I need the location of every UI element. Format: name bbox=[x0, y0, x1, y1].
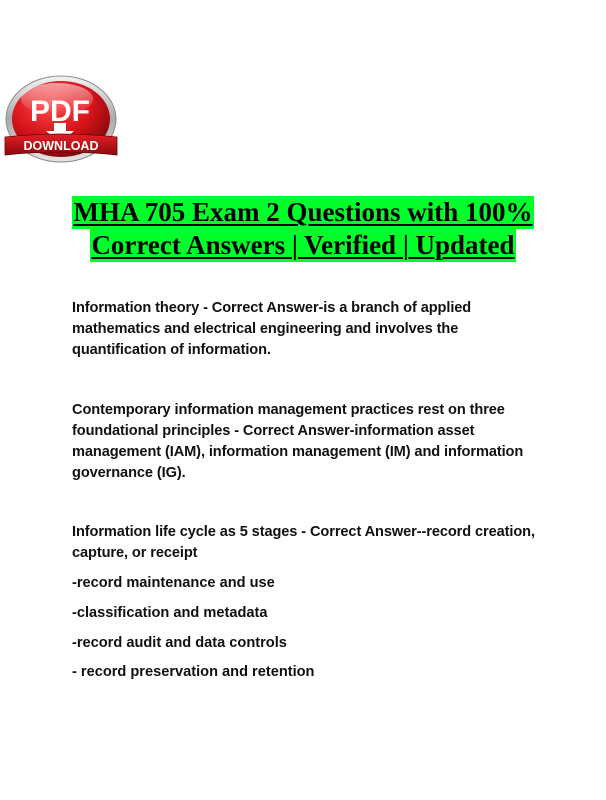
page-title bbox=[0, 196, 606, 262]
list-item: - record preservation and retention bbox=[72, 664, 315, 680]
qa-paragraph-2: Contemporary information management practices rest on three foundational principles - Correct Answer-information asset management (IAM), information management (IM) and information governance (IG). bbox=[72, 402, 524, 481]
title-line-1: MHA 705 Exam 2 Questions with 100% bbox=[73, 197, 533, 227]
list-item: -record audit and data controls bbox=[72, 635, 287, 651]
list-item: -classification and metadata bbox=[72, 605, 268, 621]
badge-sub-text: DOWNLOAD bbox=[23, 139, 99, 153]
qa-paragraph-3: Information life cycle as 5 stages - Correct Answer--record creation, capture, or receipt bbox=[72, 524, 535, 561]
pdf-download-badge[interactable] bbox=[3, 75, 119, 171]
badge-main-text: PDF bbox=[30, 95, 90, 128]
list-item: -record maintenance and use bbox=[72, 575, 275, 591]
pdf-download-icon bbox=[3, 75, 119, 171]
title-line-2: Correct Answers | Verified | Updated bbox=[91, 230, 515, 260]
qa-paragraph-1: Information theory - Correct Answer-is a branch of applied mathematics and electrical engineering and involves the quantification of information. bbox=[72, 300, 472, 358]
